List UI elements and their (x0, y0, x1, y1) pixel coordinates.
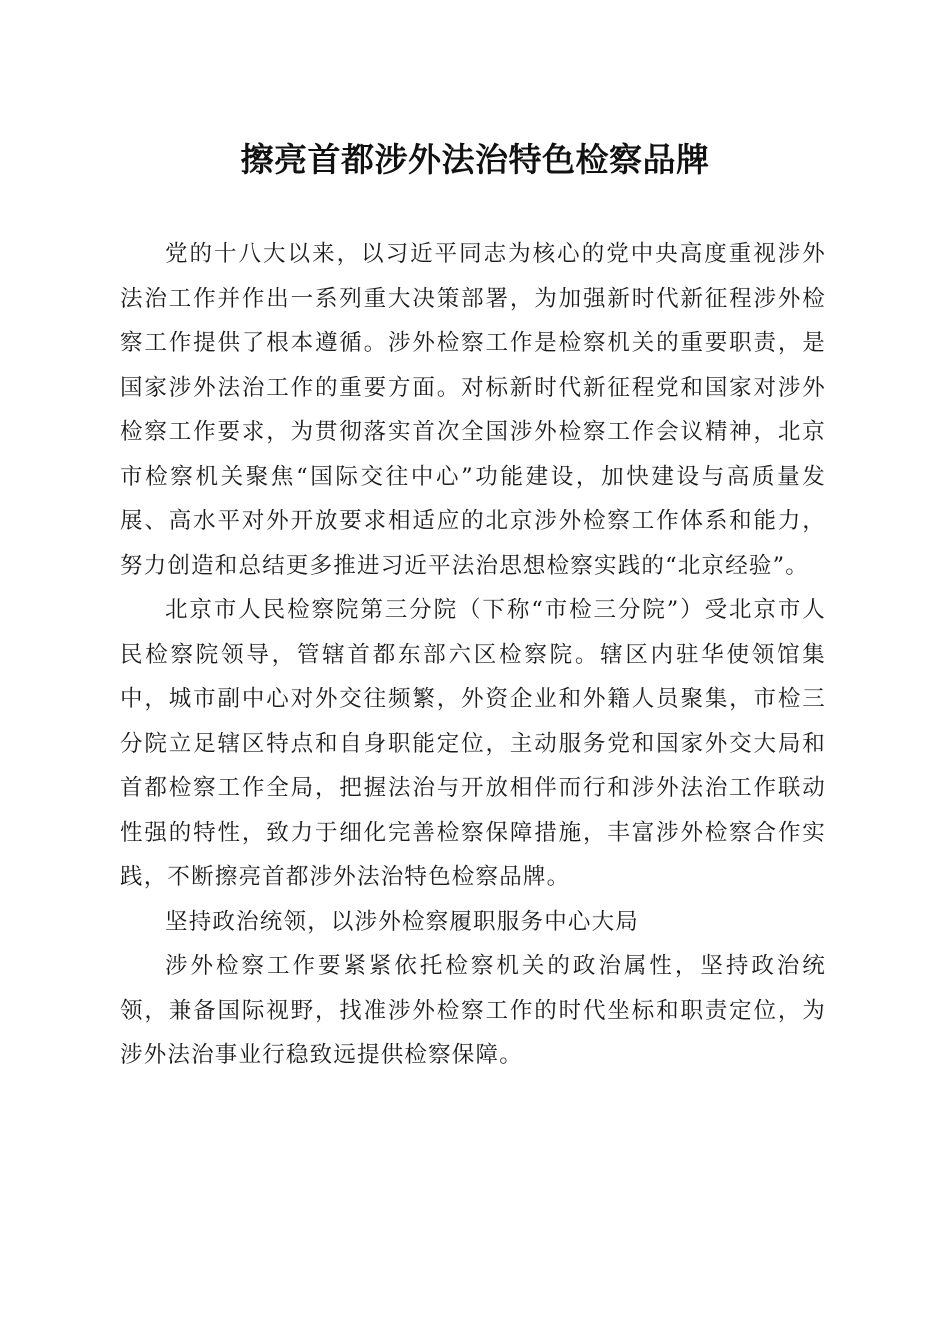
paragraph-third-branch: 北京市人民检察院第三分院（下称“市检三分院”）受北京市人民检察院领导，管辖首都东部六区检察院。辖区内驻华使领馆集中，城市副中心对外交往频繁，外资企业和外籍人员聚集，市检三分院立足辖区特点和自身职能定位，主动服务党和国家外交大局和首都检察工作全局，把握法治与开放相伴而行和涉外法治工作联动性强的特性，致力于细化完善检察保障措施，丰富涉外检察合作实践，不断擦亮首都涉外法治特色检察品牌。 (120, 597, 826, 890)
document-title: 擦亮首都涉外法治特色检察品牌 (240, 140, 710, 179)
paragraph-intro: 党的十八大以来，以习近平同志为核心的党中央高度重视涉外法治工作并作出一系列重大决策部署，为加强新时代新征程涉外检察工作提供了根本遵循。涉外检察工作是检察机关的重要职责，是国家涉外法治工作的重要方面。对标新时代新征程党和国家对涉外检察工作要求，为贯彻落实首次全国涉外检察工作会议精神，北京市检察机关聚焦“国际交往中心”功能建设，加快建设与高质量发展、高水平对外开放要求相适应的北京涉外检察工作体系和能力，努力创造和总结更多推进习近平法治思想检察实践的“北京经验”。 (120, 241, 826, 579)
paragraph-political-leadership: 涉外检察工作要紧紧依托检察机关的政治属性，坚持政治统领，兼备国际视野，找准涉外检察工作的时代坐标和职责定位，为涉外法治事业行稳致远提供检察保障。 (120, 953, 826, 1068)
document-body (120, 232, 826, 1078)
section-heading: 坚持政治统领，以涉外检察履职服务中心大局 (165, 908, 640, 935)
